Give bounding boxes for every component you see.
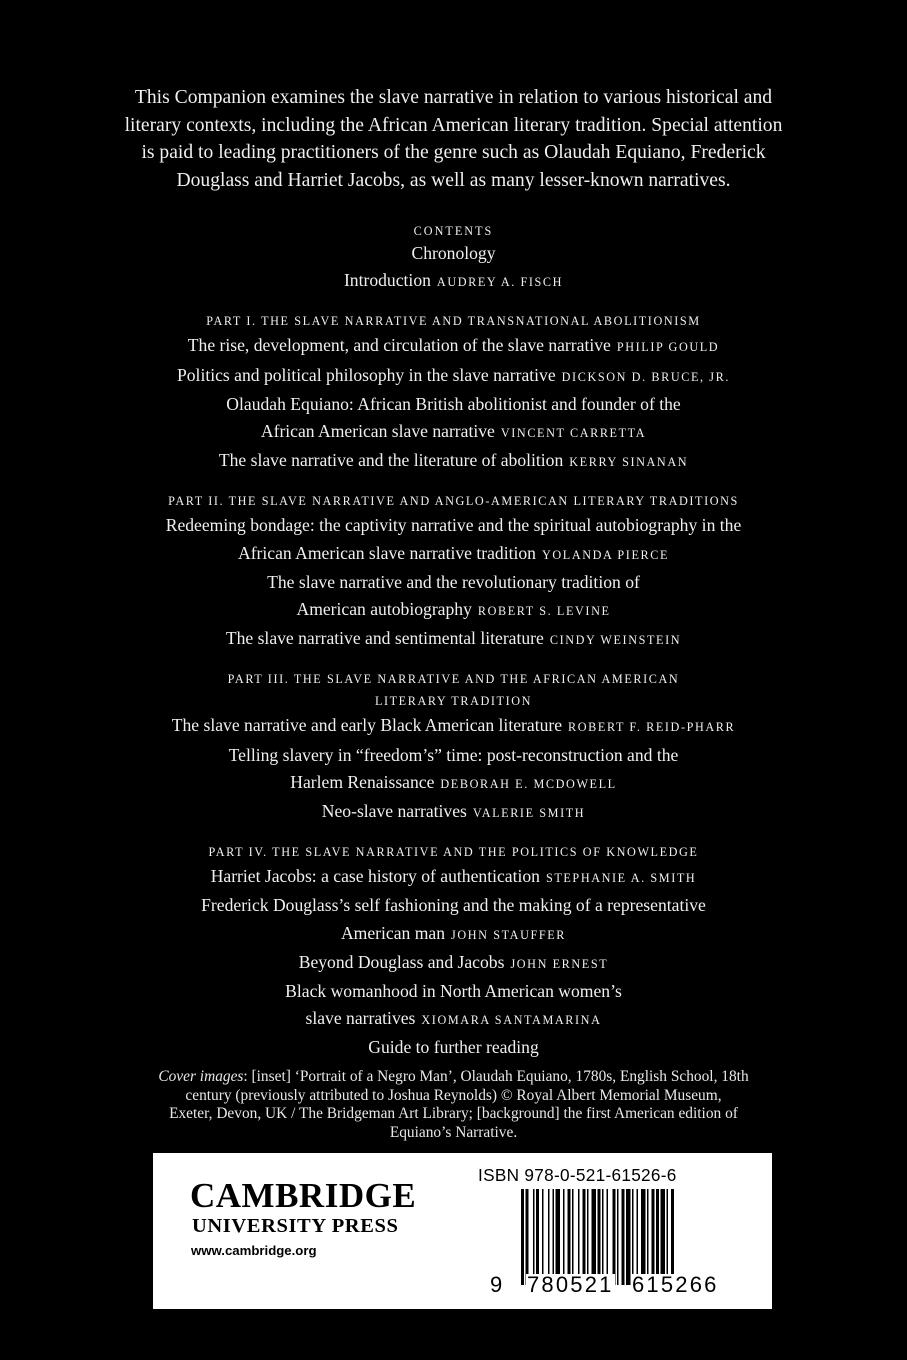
toc-entry-title: Beyond Douglass and Jacobs [298,951,505,972]
toc-entry [40,596,867,625]
toc-entry-author: DEBORAH E. MCDOWELL [440,776,617,791]
toc-entry-author: ROBERT F. REID-PHARR [568,720,736,735]
barcode-bar [622,1189,625,1285]
toc-entry: Redeeming bondage: the captivity narrative and the spiritual autobiography in the [165,515,742,536]
toc-entry-author: AUDREY A. FISCH [436,275,564,290]
toc-entry-author: CINDY WEINSTEIN [549,633,682,648]
barcode-bar [536,1189,539,1285]
toc-entry: Black womanhood in North American women’s [285,981,622,1002]
barcode-bar [602,1189,604,1285]
toc-entry [40,949,867,978]
barcode-bar [656,1189,659,1285]
barcode-bar [587,1189,589,1285]
toc-entry [40,625,867,654]
barcode-bar [583,1189,586,1285]
credit-line: century (previously attributed to Joshua Reynolds) © Royal Albert Memorial Museum, [185,1086,722,1104]
barcode-bar [548,1189,550,1285]
toc-entry-title: The slave narrative and the literature of abolition [218,450,564,471]
toc-entry-author: JOHN ERNEST [510,956,609,971]
toc-entry-title: American man [340,922,446,943]
toc-entry [40,1005,867,1034]
barcode-bar [641,1189,646,1285]
toc-entry-author: VALERIE SMITH [472,806,586,821]
blurb-line: literary contexts, including the African American literary tradition. Special attention [124,114,783,136]
barcode-bar [542,1189,544,1285]
toc-entry-title: slave narratives [305,1008,416,1029]
toc-part-4 [40,841,867,1061]
toc-entry [40,540,867,569]
toc-entry [40,798,867,827]
toc-entry-title: The slave narrative and early Black American literature [171,715,563,736]
toc-entry: Olaudah Equiano: African British abolitionist and founder of the [226,393,681,414]
barcode-bar [671,1189,674,1285]
barcode-bar [637,1189,639,1285]
barcode-digit-first: 9 [490,1272,503,1297]
credit-text: : [inset] ‘Portrait of a Negro Man’, Olaudah Equiano, 1780s, English School, 18th [243,1068,749,1085]
toc-entry-title: Neo-slave narratives [321,801,467,822]
barcode-bar [661,1189,666,1285]
barcode-bar [652,1189,655,1285]
barcode-bar [556,1189,561,1285]
toc-entry: Telling slavery in “freedom’s” time: post-reconstruction and the [228,744,679,765]
barcode-bar [647,1189,649,1285]
barcode-bar [632,1189,634,1285]
toc-entry-author: DICKSON D. BRUCE, JR. [561,369,731,384]
toc-entry-title: Introduction [343,270,431,291]
publisher-logo-name: CAMBRIDGE [190,1176,417,1215]
part-heading: LITERARY TRADITION [374,694,533,709]
barcode-bar [617,1189,619,1285]
barcode-bar [607,1189,609,1285]
contents-heading: CONTENTS [413,224,494,238]
back-cover-blurb [70,84,837,194]
isbn-label: ISBN 978-0-521-61526-6 [478,1165,677,1185]
toc-entry-introduction [40,267,867,296]
part-heading: PART IV. THE SLAVE NARRATIVE AND THE POLITICS OF KNOWLEDGE [208,845,699,860]
toc-entry [40,447,867,476]
barcode-bar [667,1189,669,1285]
toc-part-3 [40,668,867,827]
toc-entry: Frederick Douglass’s self fashioning and the making of a representative [201,895,706,916]
toc-entry: Guide to further reading [368,1037,539,1058]
part-heading: PART I. THE SLAVE NARRATIVE AND TRANSNATIONAL ABOLITIONISM [206,314,701,329]
blurb-line: This Companion examines the slave narrative in relation to various historical and [134,87,773,108]
toc-entry-chronology: Chronology [411,243,496,263]
barcode-bar [626,1189,631,1285]
barcode-bar [598,1189,601,1285]
barcode-bar [578,1189,580,1285]
toc-entry-author: JOHN STAUFFER [451,927,567,942]
toc-entry-author: XIOMARA SANTAMARINA [421,1013,602,1028]
barcode-digits-group: 615266 [632,1272,719,1297]
toc-entry-author: STEPHANIE A. SMITH [545,871,697,886]
barcode-bar [572,1189,574,1285]
barcode-bar [563,1189,565,1285]
blurb-line: is paid to leading practitioners of the genre such as Olaudah Equiano, Frederick [141,142,766,163]
toc-entry-title: Harlem Renaissance [290,771,435,792]
credit-line [100,1068,807,1087]
toc-entry-title: The rise, development, and circulation of the slave narrative [187,335,611,356]
barcode-bar [592,1189,597,1285]
credit-label: Cover images [158,1068,244,1085]
barcode-bar [553,1189,555,1285]
toc-entry: The slave narrative and the revolutionary tradition of [267,571,640,592]
cover-image-credit [100,1068,807,1142]
toc-entry-title: American autobiography [296,599,472,620]
barcode-icon [521,1189,739,1285]
toc-entry [40,712,867,741]
barcode-bar [613,1189,616,1285]
toc-entry-author: PHILIP GOULD [616,340,720,355]
toc-entry-author: ROBERT S. LEVINE [477,604,611,619]
toc-entry-author: KERRY SINANAN [569,455,689,470]
barcode-bar [533,1189,535,1285]
toc-entry-title: Harriet Jacobs: a case history of authentication [210,866,540,887]
barcode-digits-group: 780521 [527,1272,614,1297]
toc-part-1 [40,310,867,476]
publisher-url: www.cambridge.org [191,1243,317,1258]
barcode-bar [568,1189,571,1285]
toc-entry-title: African American slave narrative [260,421,495,442]
toc-entry [40,920,867,949]
publisher-barcode-panel [153,1153,772,1309]
toc-entry [40,863,867,892]
blurb-line: Douglass and Harriet Jacobs, as well as many lesser-known narratives. [176,169,731,191]
table-of-contents [40,222,867,1062]
toc-entry-title: African American slave narrative tradition [237,542,536,563]
part-heading: PART III. THE SLAVE NARRATIVE AND THE AFRICAN AMERICAN [227,672,680,687]
publisher-logo-subtitle: UNIVERSITY PRESS [192,1215,399,1237]
toc-entry-title: The slave narrative and sentimental literature [225,628,544,649]
toc-entry-author: VINCENT CARRETTA [500,426,647,441]
toc-entry-title: Politics and political philosophy in the slave narrative [176,364,556,385]
credit-line: Equiano’s Narrative. [389,1123,518,1141]
barcode-bar [526,1189,529,1285]
credit-line: Exeter, Devon, UK / The Bridgeman Art Library; [background] the first American edition of [169,1105,738,1123]
toc-entry [40,362,867,391]
toc-entry [40,769,867,798]
toc-part-2 [40,490,867,654]
toc-entry [40,332,867,361]
toc-entry-author: YOLANDA PIERCE [541,547,669,562]
part-heading: PART II. THE SLAVE NARRATIVE AND ANGLO-AMERICAN LITERARY TRADITIONS [168,494,739,509]
toc-entry [40,418,867,447]
barcode-bar [521,1189,524,1285]
